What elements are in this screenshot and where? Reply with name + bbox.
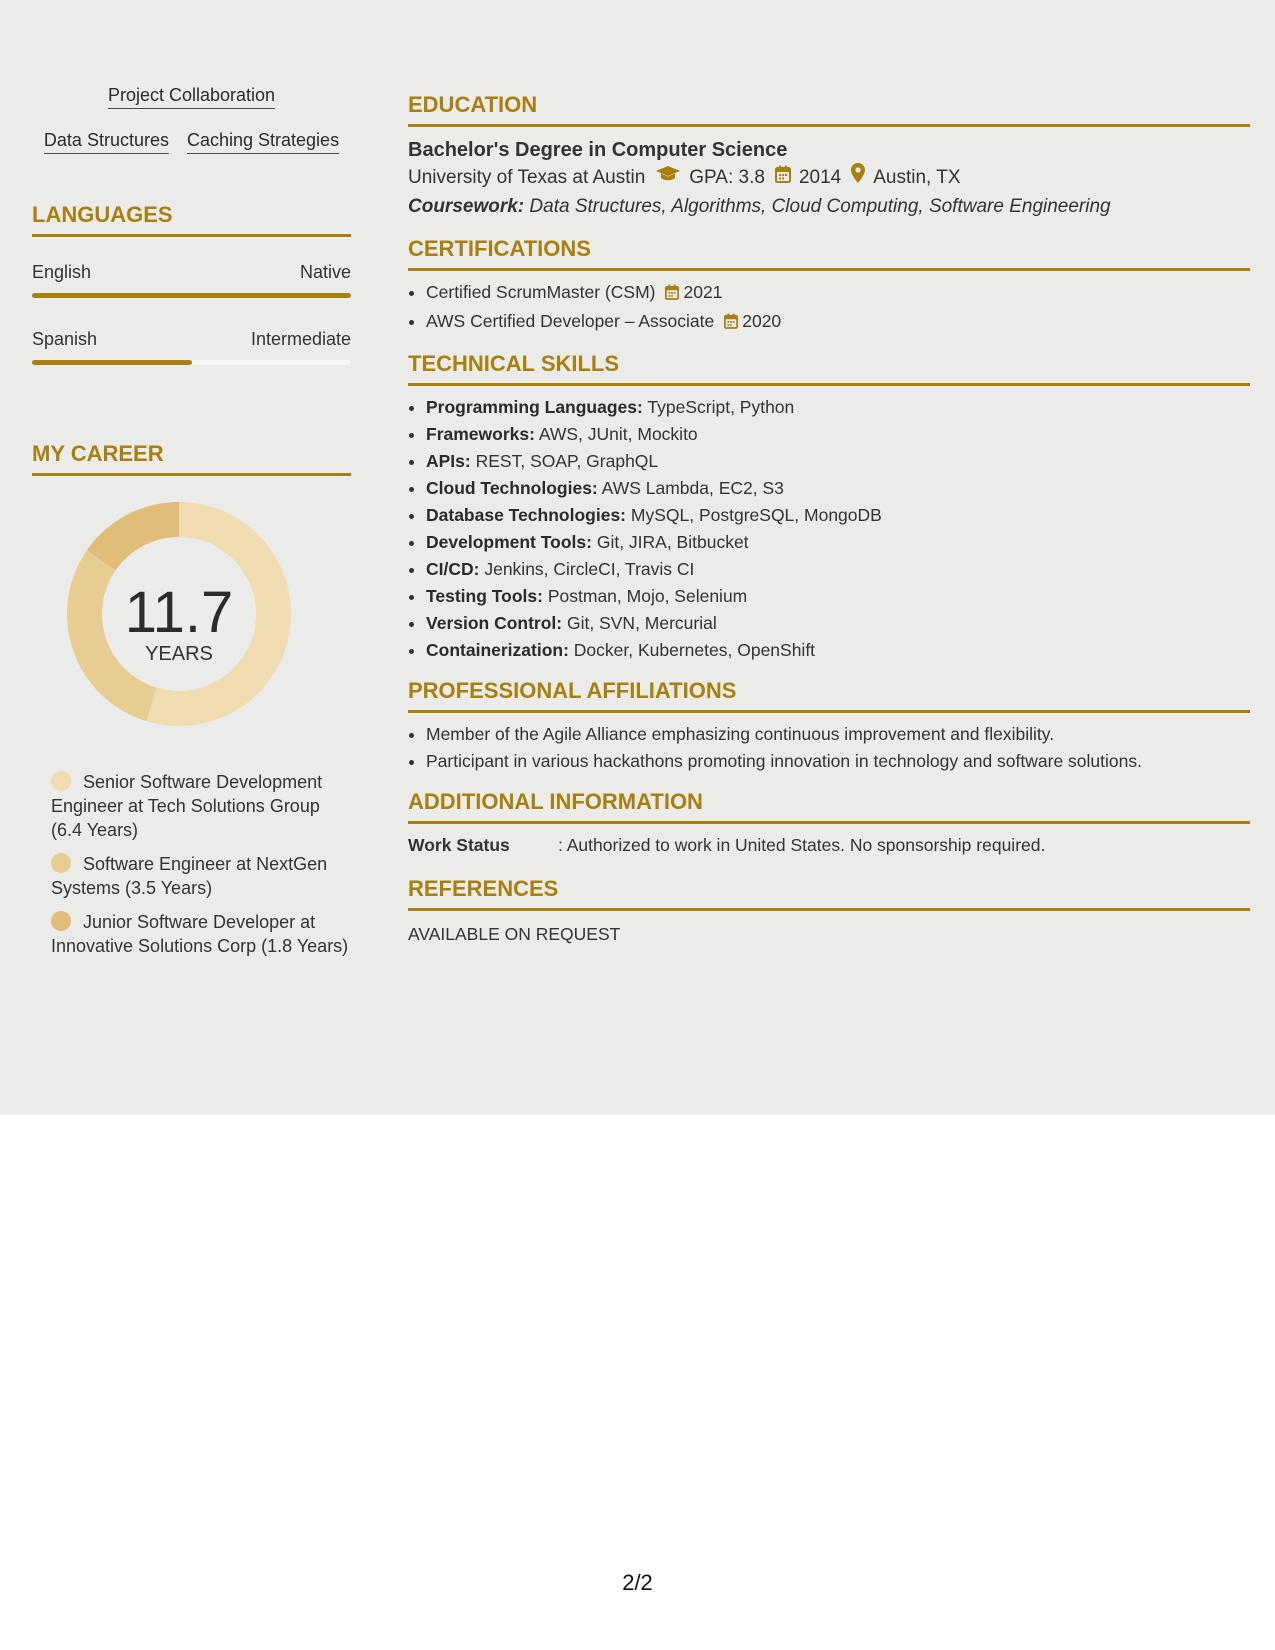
- career-legend-item: Senior Software Development Engineer at Tech Solutions Group (6.4 Years): [51, 772, 323, 840]
- additional-info-section: [408, 789, 1250, 858]
- career-title: MY CAREER: [32, 441, 351, 476]
- career-legend-item: Software Engineer at NextGen Systems (3.5 Years): [51, 854, 328, 898]
- language-item: [32, 261, 351, 298]
- career-donut-chart: [32, 500, 351, 740]
- references-section: [408, 876, 1250, 947]
- technical-skill-item: • Programming Languages: TypeScript, Python: [426, 394, 1250, 421]
- technical-skill-item: • CI/CD: Jenkins, CircleCI, Travis CI: [426, 556, 1250, 583]
- career-legend-item: Junior Software Developer at Innovative Solutions Corp (1.8 Years): [51, 912, 349, 956]
- degree-title: Bachelor's Degree in Computer Science: [408, 139, 788, 161]
- language-name: English: [32, 262, 92, 282]
- skill-chips-row-2: [32, 129, 351, 154]
- legend-dot: [51, 911, 71, 931]
- additional-info-title: ADDITIONAL INFORMATION: [408, 789, 1250, 824]
- gpa: GPA: 3.8: [689, 166, 765, 188]
- coursework: Coursework: Data Structures, Algorithms, Cloud Computing, Software Engineering: [408, 196, 1111, 217]
- technical-skill-item: • Testing Tools: Postman, Mojo, Selenium: [426, 583, 1250, 610]
- work-status-row: [408, 832, 1250, 858]
- certifications-title: CERTIFICATIONS: [408, 236, 1250, 271]
- skill-chip: Project Collaboration: [108, 84, 275, 109]
- career-legend: [32, 770, 351, 958]
- certifications-section: [408, 236, 1250, 337]
- technical-skill-item: • Database Technologies: MySQL, PostgreSQL, MongoDB: [426, 502, 1250, 529]
- calendar-icon: [665, 281, 679, 308]
- references-title: REFERENCES: [408, 876, 1250, 911]
- career-unit: YEARS: [145, 643, 213, 665]
- affiliations-title: PROFESSIONAL AFFILIATIONS: [408, 678, 1250, 713]
- legend-dot: [51, 771, 71, 791]
- language-proficiency-bar: [32, 293, 351, 298]
- technical-skill-item: • Cloud Technologies: AWS Lambda, EC2, S3: [426, 475, 1250, 502]
- affiliations-section: [408, 678, 1250, 775]
- certification-item: • AWS Certified Developer – Associate 2020: [426, 308, 1250, 337]
- technical-skill-item: • Containerization: Docker, Kubernetes, OpenShift: [426, 637, 1250, 664]
- technical-skills-title: TECHNICAL SKILLS: [408, 351, 1250, 386]
- language-proficiency-bar: [32, 360, 351, 365]
- right-column: [408, 92, 1250, 957]
- calendar-icon: [724, 310, 738, 337]
- language-name: Spanish: [32, 329, 98, 349]
- skill-chip: Data Structures: [44, 129, 169, 154]
- location-pin-icon: [851, 163, 865, 192]
- skill-chip: Caching Strategies: [187, 129, 339, 154]
- work-status-label: Work Status: [408, 835, 510, 855]
- calendar-icon: [775, 164, 791, 192]
- left-column: [32, 84, 351, 968]
- language-proficiency-fill: [32, 293, 351, 298]
- technical-skill-item: • Development Tools: Git, JIRA, Bitbucket: [426, 529, 1250, 556]
- affiliation-item: • Member of the Agile Alliance emphasizing continuous improvement and flexibility.: [426, 721, 1250, 748]
- technical-skill-item: • Version Control: Git, SVN, Mercurial: [426, 610, 1250, 637]
- references-text: AVAILABLE ON REQUEST: [408, 924, 621, 944]
- skill-chips-row-1: [32, 84, 351, 109]
- education-section: [408, 92, 1250, 222]
- education-location: Austin, TX: [873, 166, 961, 188]
- education-title: EDUCATION: [408, 92, 1250, 127]
- language-proficiency-fill: [32, 360, 192, 365]
- education-details: [408, 163, 1250, 192]
- language-level: Native: [299, 262, 351, 282]
- language-item: [32, 328, 351, 365]
- technical-skills-list: [408, 394, 1250, 664]
- career-total: 11.7: [124, 580, 234, 645]
- graduation-cap-icon: [655, 164, 681, 192]
- graduation-year: 2014: [798, 166, 842, 188]
- languages-title: LANGUAGES: [32, 202, 351, 237]
- school-name: University of Texas at Austin: [408, 166, 646, 188]
- page-indicator: 2/2: [622, 1570, 653, 1595]
- technical-skills-section: [408, 351, 1250, 664]
- technical-skill-item: • Frameworks: AWS, JUnit, Mockito: [426, 421, 1250, 448]
- certification-item: • Certified ScrumMaster (CSM) 2021: [426, 279, 1250, 308]
- work-status-value: : Authorized to work in United States. No sponsorship required.: [558, 835, 1046, 855]
- language-level: Intermediate: [250, 329, 351, 349]
- legend-dot: [51, 853, 71, 873]
- technical-skill-item: • APIs: REST, SOAP, GraphQL: [426, 448, 1250, 475]
- affiliation-item: • Participant in various hackathons promoting innovation in technology and software solutions.: [426, 748, 1250, 775]
